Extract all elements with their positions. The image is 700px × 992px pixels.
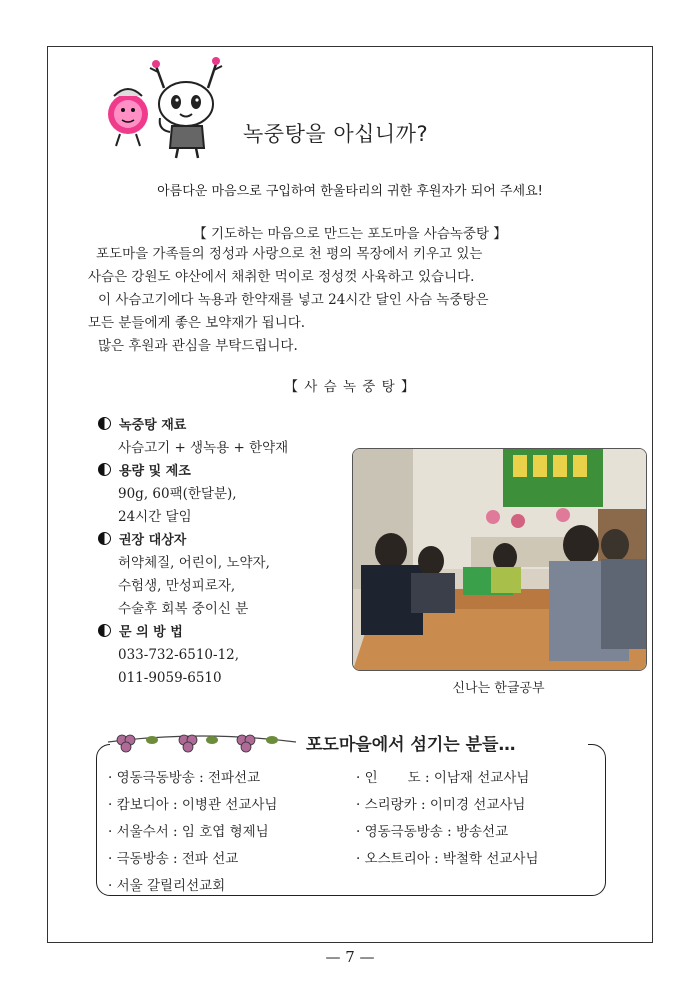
info-label-capacity: 용량 및 제조 bbox=[98, 460, 348, 483]
page-title: 녹중탕을 아십니까? bbox=[243, 122, 429, 146]
info-value: 24시간 달임 bbox=[118, 509, 192, 525]
intro-paragraph bbox=[88, 243, 616, 358]
info-value: 허약체질, 어린이, 노약자, bbox=[118, 555, 270, 571]
hangul-class-photo bbox=[352, 448, 647, 671]
product-info bbox=[98, 414, 348, 690]
staff-item: · 오스트리아 : 박철학 선교사님 bbox=[356, 851, 539, 867]
staff-item: · 서울 갈릴리선교회 bbox=[108, 878, 226, 894]
staff-title: 포도마을에서 섬기는 분들… bbox=[306, 735, 516, 755]
staff-item: · 극동방송 : 전파 선교 bbox=[108, 851, 239, 867]
intro-line: 많은 후원과 관심을 부탁드립니다. bbox=[98, 338, 298, 354]
info-label-contact: 문 의 방 법 bbox=[98, 621, 348, 644]
photo-caption: 신나는 한글공부 bbox=[452, 681, 545, 696]
intro-line: 사슴은 강원도 야산에서 채취한 먹이로 정성껏 사육하고 있습니다. bbox=[88, 269, 475, 285]
info-value: 90g, 60팩(한달분), bbox=[118, 486, 237, 502]
info-label-recommended: 권장 대상자 bbox=[98, 529, 348, 552]
half-circle-bullet-icon bbox=[98, 532, 111, 545]
intro-heading: 【 기도하는 마음으로 만드는 포도마을 사슴녹중탕 】 bbox=[193, 226, 507, 242]
subtitle: 아름다운 마음으로 구입하여 한울타리의 귀한 후원자가 되어 주세요! bbox=[157, 184, 543, 199]
intro-line: 이 사슴고기에다 녹용과 한약재를 넣고 24시간 달인 사슴 녹중탕은 bbox=[98, 292, 489, 308]
info-value: 수술후 회복 중이신 분 bbox=[118, 601, 249, 617]
grape-vine-decoration-icon bbox=[108, 728, 296, 756]
staff-item: · 스리랑카 : 이미경 선교사님 bbox=[356, 797, 526, 813]
info-label-ingredients: 녹중탕 재료 bbox=[98, 414, 348, 437]
info-value: 수험생, 만성피로자, bbox=[118, 578, 236, 594]
contact-phone: 011-9059-6510 bbox=[118, 670, 222, 686]
staff-item: · 캄보디아 : 이병관 선교사님 bbox=[108, 797, 278, 813]
contact-phone: 033-732-6510-12, bbox=[118, 647, 240, 663]
intro-line: 모든 분들에게 좋은 보약재가 됩니다. bbox=[88, 315, 306, 331]
staff-item: · 영동극동방송 : 전파선교 bbox=[108, 770, 261, 786]
half-circle-bullet-icon bbox=[98, 417, 111, 430]
staff-item: · 영동극동방송 : 방송선교 bbox=[356, 824, 509, 840]
staff-item: · 인 도 : 이남재 선교사님 bbox=[356, 770, 530, 786]
staff-item: · 서울수서 : 임 호엽 형제님 bbox=[108, 824, 269, 840]
half-circle-bullet-icon bbox=[98, 624, 111, 637]
intro-line: 포도마을 가족들의 정성과 사랑으로 천 평의 목장에서 키우고 있는 bbox=[96, 246, 483, 262]
page-number: — 7 — bbox=[325, 948, 375, 966]
info-value: 사슴고기 + 생녹용 + 한약재 bbox=[118, 440, 289, 456]
half-circle-bullet-icon bbox=[98, 463, 111, 476]
deer-mascot-illustration bbox=[100, 52, 235, 162]
product-heading: 【 사 슴 녹 중 탕 】 bbox=[284, 379, 416, 395]
